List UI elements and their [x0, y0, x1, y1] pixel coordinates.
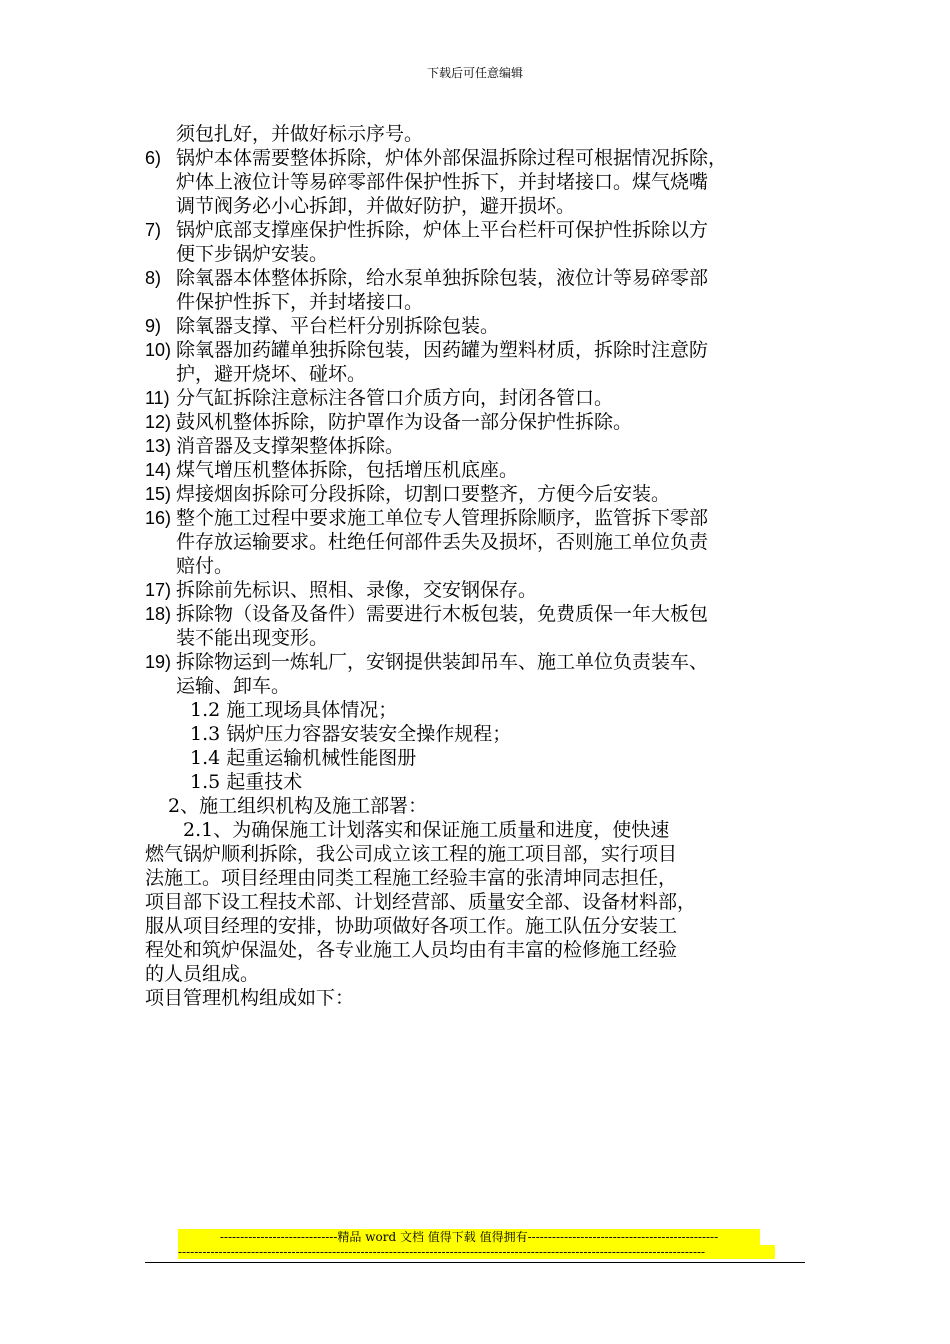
- list-item: [145, 218, 817, 266]
- list-item: [145, 578, 817, 602]
- list-number: 10): [145, 340, 172, 360]
- list-line: 整个施工过程中要求施工单位专人管理拆除顺序，监管拆下零部: [176, 507, 709, 529]
- list-number: 19): [145, 652, 172, 672]
- list-item: [145, 146, 817, 218]
- paragraph-line: 法施工。项目经理由同类工程施工经验丰富的张清坤同志担任，: [145, 867, 678, 889]
- list-line: 拆除前先标识、照相、录像，交安钢保存。: [176, 579, 538, 601]
- footer-banner: -----------------------------精品 word 文档 值得下载 值得拥有-----------------------------------------------: [178, 1229, 760, 1245]
- list-line: 鼓风机整体拆除，防护罩作为设备一部分保护性拆除。: [176, 411, 633, 433]
- footer-rule: [145, 1262, 805, 1263]
- list-item: [145, 314, 817, 338]
- list-line: 除氧器加药罐单独拆除包装，因药罐为塑料材质，拆除时注意防: [176, 339, 709, 361]
- list-line: 件存放运输要求。杜绝任何部件丢失及损坏，否则施工单位负责: [176, 531, 709, 553]
- list-line: 拆除物运到一炼轧厂，安钢提供装卸吊车、施工单位负责装车、: [176, 651, 709, 673]
- list-number: 11): [145, 388, 170, 408]
- list-number: 12): [145, 412, 172, 432]
- list-item: [145, 458, 817, 482]
- list-line: 锅炉本体需要整体拆除，炉体外部保温拆除过程可根据情况拆除，: [176, 147, 728, 169]
- list-item: [145, 266, 817, 314]
- paragraph-line: 项目部下设工程技术部、计划经营部、质量安全部、设备材料部，: [145, 891, 697, 913]
- list-line: 焊接烟囱拆除可分段拆除，切割口要整齐，方便今后安装。: [176, 483, 671, 505]
- footer-dash-line: ----------------------------------------------------------------------------------------------------------------------------------: [178, 1245, 775, 1259]
- page-header: 下载后可任意编辑: [426, 66, 523, 80]
- paragraph-first-line: 2.1、为确保施工计划落实和保证施工质量和进度，使快速: [183, 819, 670, 841]
- sub-item: 1.4 起重运输机械性能图册: [190, 747, 417, 769]
- paragraph-line: 服从项目经理的安排，协助项做好各项工作。施工队伍分安装工: [145, 915, 678, 937]
- list-item: [145, 506, 817, 578]
- list-number: 8): [145, 268, 162, 288]
- closing-line: 项目管理机构组成如下：: [145, 987, 355, 1009]
- list-line: 煤气增压机整体拆除，包括增压机底座。: [176, 459, 519, 481]
- sub-item: 1.3 锅炉压力容器安装安全操作规程；: [190, 723, 512, 745]
- sub-item: 1.5 起重技术: [190, 771, 303, 793]
- list-line: 除氧器本体整体拆除，给水泵单独拆除包装，液位计等易碎零部: [176, 267, 709, 289]
- list-line: 装不能出现变形。: [176, 627, 329, 649]
- list-line: 炉体上液位计等易碎零部件保护性拆下，并封堵接口。煤气烧嘴: [176, 171, 709, 193]
- list-line: 分气缸拆除注意标注各管口介质方向，封闭各管口。: [176, 387, 614, 409]
- list-line: 调节阀务必小心拆卸，并做好防护，避开损坏。: [176, 195, 576, 217]
- list-line: 消音器及支撑架整体拆除。: [176, 435, 405, 457]
- list-number: 15): [145, 484, 172, 504]
- list-number: 16): [145, 508, 172, 528]
- list-line: 除氧器支撑、平台栏杆分别拆除包装。: [176, 315, 500, 337]
- list-number: 7): [145, 220, 162, 240]
- paragraph-line: 的人员组成。: [145, 963, 260, 985]
- paragraph-line: 程处和筑炉保温处，各专业施工人员均由有丰富的检修施工经验: [145, 939, 678, 961]
- list-line: 赔付。: [176, 555, 234, 577]
- list-item: [145, 482, 817, 506]
- list-line: 运输、卸车。: [176, 675, 291, 697]
- list-item: [145, 650, 817, 698]
- paragraph-line: 燃气锅炉顺利拆除，我公司成立该工程的施工项目部，实行项目: [145, 843, 678, 865]
- section-heading: 2、施工组织机构及施工部署：: [168, 795, 428, 817]
- list-item-continuation: 须包扎好，并做好标示序号。: [176, 123, 424, 145]
- list-item: [145, 338, 817, 386]
- list-number: 18): [145, 604, 172, 624]
- list-number: 14): [145, 460, 172, 480]
- list-line: 件保护性拆下，并封堵接口。: [176, 291, 424, 313]
- list-item: [145, 434, 817, 458]
- list-line: 拆除物（设备及备件）需要进行木板包装，免费质保一年大板包: [176, 603, 709, 625]
- list-number: 13): [145, 436, 172, 456]
- list-number: 6): [145, 148, 162, 168]
- sub-item: 1.2 施工现场具体情况；: [190, 699, 398, 721]
- list-item: [145, 386, 817, 410]
- list-item: [145, 410, 817, 434]
- list-line: 锅炉底部支撑座保护性拆除，炉体上平台栏杆可保护性拆除以方: [176, 219, 709, 241]
- document-body: [145, 122, 817, 1010]
- list-number: 9): [145, 316, 162, 336]
- list-line: 护，避开烧坏、碰坏。: [176, 363, 367, 385]
- list-number: 17): [145, 580, 172, 600]
- list-item: [145, 602, 817, 650]
- list-line: 便下步锅炉安装。: [176, 243, 329, 265]
